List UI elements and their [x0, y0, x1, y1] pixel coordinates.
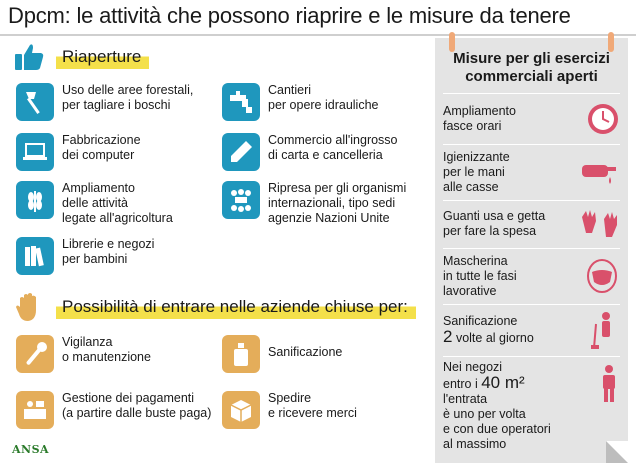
- reopening-item: [222, 83, 379, 121]
- panel-row-text: [443, 360, 551, 452]
- faucet-icon: [222, 83, 260, 121]
- section-closed-access-header: [12, 290, 416, 324]
- panel-divider: [443, 93, 620, 94]
- reopening-item: [16, 133, 141, 171]
- panel-row: [443, 98, 620, 140]
- shops-rest: l'entrata è uno per volta e con due operatori al massimo: [443, 392, 551, 451]
- reopening-item: [222, 181, 406, 226]
- panel-divider: [443, 200, 620, 201]
- sanification-line2: volte al giorno: [452, 331, 534, 345]
- title-divider: [0, 34, 636, 36]
- stop-hand-icon: [12, 290, 46, 324]
- books-icon: [16, 237, 54, 275]
- panel-row-text: Guanti usa e getta per fare la spesa: [443, 209, 546, 238]
- closed-access-text: Sanificazione: [268, 345, 343, 359]
- meeting-icon: [222, 181, 260, 219]
- laptop-icon: [16, 133, 54, 171]
- panel-pin-left: [449, 32, 455, 52]
- section-closed-access-label: Possibilità di entrare nelle aziende chiuse per:: [56, 296, 416, 319]
- shops-area: 40 m²: [481, 373, 525, 392]
- section-reopenings-label: Riaperture: [56, 46, 149, 69]
- person-icon: [598, 364, 620, 404]
- cleaner-icon: [590, 310, 620, 350]
- panel-row-text: Igienizzante per le mani alle casse: [443, 149, 510, 194]
- clock-icon: [586, 102, 620, 136]
- shops-line1: Nei negozi: [443, 360, 503, 374]
- closed-access-item: [222, 391, 357, 429]
- sanification-line1: Sanificazione: [443, 314, 518, 328]
- gloves-icon: [578, 207, 620, 241]
- reopening-item: [16, 181, 173, 226]
- closed-access-text: Spedire e ricevere merci: [268, 391, 357, 420]
- reopening-text: Fabbricazione dei computer: [62, 133, 141, 162]
- axe-icon: [16, 83, 54, 121]
- pencil-icon: [222, 133, 260, 171]
- mask-icon: [584, 258, 620, 294]
- panel-divider: [443, 356, 620, 357]
- closed-access-item: [16, 391, 211, 429]
- sanitizer-hand-icon: [580, 157, 620, 187]
- sanification-count: 2: [443, 327, 453, 346]
- reopening-text: Librerie e negozi per bambini: [62, 237, 155, 266]
- panel-divider: [443, 144, 620, 145]
- source-logo: ANSA: [12, 443, 50, 456]
- reopening-item: [16, 237, 154, 275]
- reopening-text: Uso delle aree forestali, per tagliare i boschi: [62, 83, 194, 112]
- reopening-text: Cantieri per opere idrauliche: [268, 83, 379, 112]
- spray-bottle-icon: [222, 335, 260, 373]
- reopening-item: [222, 133, 398, 171]
- panel-row-text: [443, 314, 534, 346]
- panel-row-sanification: [443, 308, 620, 352]
- panel-row-shops: [443, 360, 620, 452]
- closed-access-text: Gestione dei pagamenti (a partire dalle buste paga): [62, 391, 212, 420]
- payment-icon: [16, 391, 54, 429]
- reopening-item: [16, 83, 193, 121]
- wrench-icon: [16, 335, 54, 373]
- reopening-text: Commercio all'ingrosso di carta e cancelleria: [268, 133, 398, 162]
- box-icon: [222, 391, 260, 429]
- panel-row: [443, 148, 620, 196]
- reopening-text: Ripresa per gli organismi internazionali, tipo sedi agenzie Nazioni Unite: [268, 181, 407, 225]
- thumbs-up-icon: [12, 40, 46, 74]
- panel-divider: [443, 248, 620, 249]
- measures-panel: [435, 38, 628, 463]
- closed-access-item: [16, 335, 151, 373]
- closed-access-text: Vigilanza o manutenzione: [62, 335, 151, 364]
- panel-row-text: Mascherina in tutte le fasi lavorative: [443, 253, 517, 298]
- section-reopenings-header: [12, 40, 149, 74]
- wheat-icon: [16, 181, 54, 219]
- shops-pre: entro i: [443, 377, 482, 391]
- panel-title: Misure per gli esercizi commerciali aperti: [453, 50, 610, 85]
- panel-row: [443, 204, 620, 244]
- closed-access-item: [222, 335, 342, 373]
- page-title: Dpcm: le attività che possono riaprire e le misure da tenere: [8, 3, 571, 28]
- reopening-text: Ampliamento delle attività legate all'agricoltura: [62, 181, 173, 225]
- panel-pin-right: [608, 32, 614, 52]
- panel-row: [443, 252, 620, 300]
- panel-row-text: Ampliamento fasce orari: [443, 104, 516, 133]
- panel-divider: [443, 304, 620, 305]
- page-fold-corner: [606, 441, 628, 463]
